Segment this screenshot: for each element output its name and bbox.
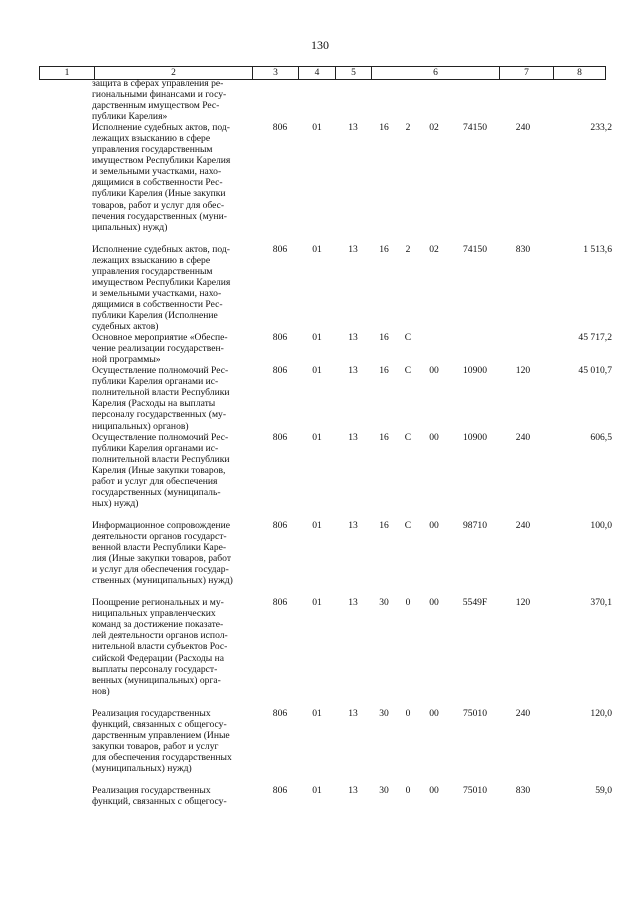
cell-c6c: 00: [429, 597, 439, 609]
cell-c3: 806: [272, 431, 288, 443]
cell-c6a: 16: [379, 365, 389, 377]
cell-c8: 100,0: [590, 519, 612, 531]
table-body: [0, 78, 640, 807]
row-description: защита в сферах управления ре- гиональными финансами и госу- дарственным имуществом Рес- публики Карелия»: [92, 78, 227, 123]
row-description: Реализация государственных функций, связанных с общегосу- дарственным управлением (Иные закупки товаров, работ и услуг для обеспечения государственных (муниципальных) нужд): [92, 707, 232, 775]
table-row: [0, 122, 640, 244]
cell-c3: 806: [272, 707, 288, 719]
cell-c6d: 74150: [463, 243, 487, 255]
cell-c5: 13: [348, 332, 358, 344]
cell-c4: 01: [312, 785, 322, 797]
cell-c7: 240: [515, 431, 531, 443]
cell-c4: 01: [312, 597, 322, 609]
cell-c6c: 00: [429, 365, 439, 377]
cell-c6b: 2: [405, 122, 411, 134]
cell-c7: 120: [515, 597, 531, 609]
cell-c6b: С: [404, 365, 412, 377]
cell-c4: 01: [312, 431, 322, 443]
cell-c8: 1 513,6: [583, 243, 612, 255]
cell-c4: 01: [312, 243, 322, 255]
column-header-4: 4: [314, 68, 320, 78]
column-header-5: 5: [351, 68, 356, 78]
cell-c8: 606,5: [590, 431, 612, 443]
cell-c6b: 2: [405, 243, 411, 255]
column-header-3: 3: [273, 68, 278, 78]
row-description: Информационное сопровождение деятельности органов государст- венной власти Республики Каре- лия (Иные закупки товаров, работ и услуг для обеспечения государ- ственных (муниципальных) нужд): [92, 519, 233, 587]
cell-c5: 13: [348, 122, 358, 134]
cell-c3: 806: [272, 243, 288, 255]
row-description: Осуществление полномочий Рес- публики Карелия органами ис- полнительной власти Республики Карелия (Иные закупки товаров, работ и услуг для обеспечения государственных (муниципаль- ных) нужд): [92, 431, 230, 509]
cell-c6b: 0: [405, 785, 411, 797]
cell-c6d: 74150: [463, 122, 487, 134]
cell-c6d: 5549F: [462, 597, 488, 609]
column-header-6: 6: [433, 68, 438, 78]
cell-c5: 13: [348, 243, 358, 255]
row-description: Исполнение судебных актов, под- лежащих взысканию в сфере управления государственным имуществом Республики Карелия и земельными участками, нахо- дящимися в собственности Рес- публики Карелия (Исполнение судебных актов): [92, 243, 231, 333]
cell-c7: 830: [515, 243, 531, 255]
cell-c6a: 16: [379, 243, 389, 255]
cell-c5: 13: [348, 365, 358, 377]
column-header-8: 8: [577, 68, 582, 78]
table-row: [0, 332, 640, 365]
column-header-2: 2: [171, 68, 176, 78]
cell-c7: 240: [515, 707, 531, 719]
cell-c6c: 02: [429, 243, 439, 255]
cell-c6d: 75010: [463, 785, 487, 797]
table-row: [0, 708, 640, 785]
row-description: Основное мероприятие «Обеспе- чение реализации государствен- ной программы»: [92, 332, 228, 366]
column-header-1: 1: [64, 68, 70, 78]
cell-c6a: 30: [379, 707, 389, 719]
cell-c8: 233,2: [590, 122, 612, 134]
cell-c6d: 98710: [463, 519, 487, 531]
cell-c6c: 02: [429, 122, 439, 134]
cell-c5: 13: [348, 431, 358, 443]
cell-c3: 806: [272, 122, 288, 134]
cell-c6c: 00: [429, 431, 439, 443]
table-row: [0, 78, 640, 122]
cell-c6c: 00: [429, 785, 439, 797]
cell-c8: 45 010,7: [578, 365, 612, 377]
cell-c8: 45 717,2: [578, 332, 612, 344]
cell-c6a: 30: [379, 597, 389, 609]
cell-c4: 01: [312, 122, 322, 134]
cell-c5: 13: [348, 785, 358, 797]
cell-c6b: С: [404, 431, 412, 443]
page-number: 130: [311, 38, 329, 52]
cell-c6d: 75010: [463, 707, 487, 719]
cell-c3: 806: [272, 785, 288, 797]
column-header-7: 7: [524, 68, 529, 78]
cell-c4: 01: [312, 519, 322, 531]
row-description: Реализация государственных функций, связанных с общегосу-: [92, 785, 227, 808]
cell-c6d: 10900: [463, 365, 487, 377]
row-description: Осуществление полномочий Рес- публики Карелия органами ис- полнительной власти Республики Карелия (Расходы на выплаты персоналу государственных (му- ниципальных) органов): [92, 365, 230, 432]
table-row: [0, 785, 640, 807]
table-row: [0, 365, 640, 431]
cell-c3: 806: [272, 597, 288, 609]
cell-c6b: 0: [405, 597, 411, 609]
row-description: Поощрение региональных и му- ниципальных управленческих команд за достижение показате- лей деятельности органов испол- нительной власти субъектов Рос- сийской Федерации (Расходы на выплаты персоналу государст- венных (муниципальных) орга- нов): [92, 597, 228, 697]
cell-c6b: 0: [405, 707, 411, 719]
cell-c6c: 00: [429, 519, 439, 531]
cell-c7: 240: [515, 122, 531, 134]
table-row: [0, 432, 640, 520]
cell-c7: 830: [515, 785, 531, 797]
cell-c6a: 16: [379, 122, 389, 134]
cell-c6a: 16: [379, 332, 389, 344]
cell-c8: 59,0: [595, 785, 612, 797]
cell-c3: 806: [272, 332, 288, 344]
cell-c4: 01: [312, 332, 322, 344]
cell-c8: 370,1: [590, 597, 612, 609]
row-description: Исполнение судебных актов, под- лежащих взысканию в сфере управления государственным имуществом Республики Карелия и земельными участками, нахо- дящимися в собственности Рес- публики Карелия (Иные закупки товаров, работ и услуг для обес- печения государственных (муни- ципальных) нужд): [92, 122, 231, 233]
cell-c6c: 00: [429, 707, 439, 719]
cell-c6a: 30: [379, 785, 389, 797]
cell-c7: 120: [515, 365, 531, 377]
cell-c6d: 10900: [463, 431, 487, 443]
cell-c3: 806: [272, 365, 288, 377]
cell-c8: 120,0: [590, 707, 612, 719]
table-row: [0, 520, 640, 597]
cell-c6b: С: [404, 519, 412, 531]
cell-c4: 01: [312, 365, 322, 377]
table-row: [0, 244, 640, 332]
cell-c3: 806: [272, 519, 288, 531]
cell-c7: 240: [515, 519, 531, 531]
cell-c4: 01: [312, 707, 322, 719]
cell-c6a: 16: [379, 519, 389, 531]
cell-c6b: С: [404, 332, 412, 344]
cell-c5: 13: [348, 707, 358, 719]
cell-c6a: 16: [379, 431, 389, 443]
cell-c5: 13: [348, 519, 358, 531]
table-row: [0, 597, 640, 708]
cell-c5: 13: [348, 597, 358, 609]
